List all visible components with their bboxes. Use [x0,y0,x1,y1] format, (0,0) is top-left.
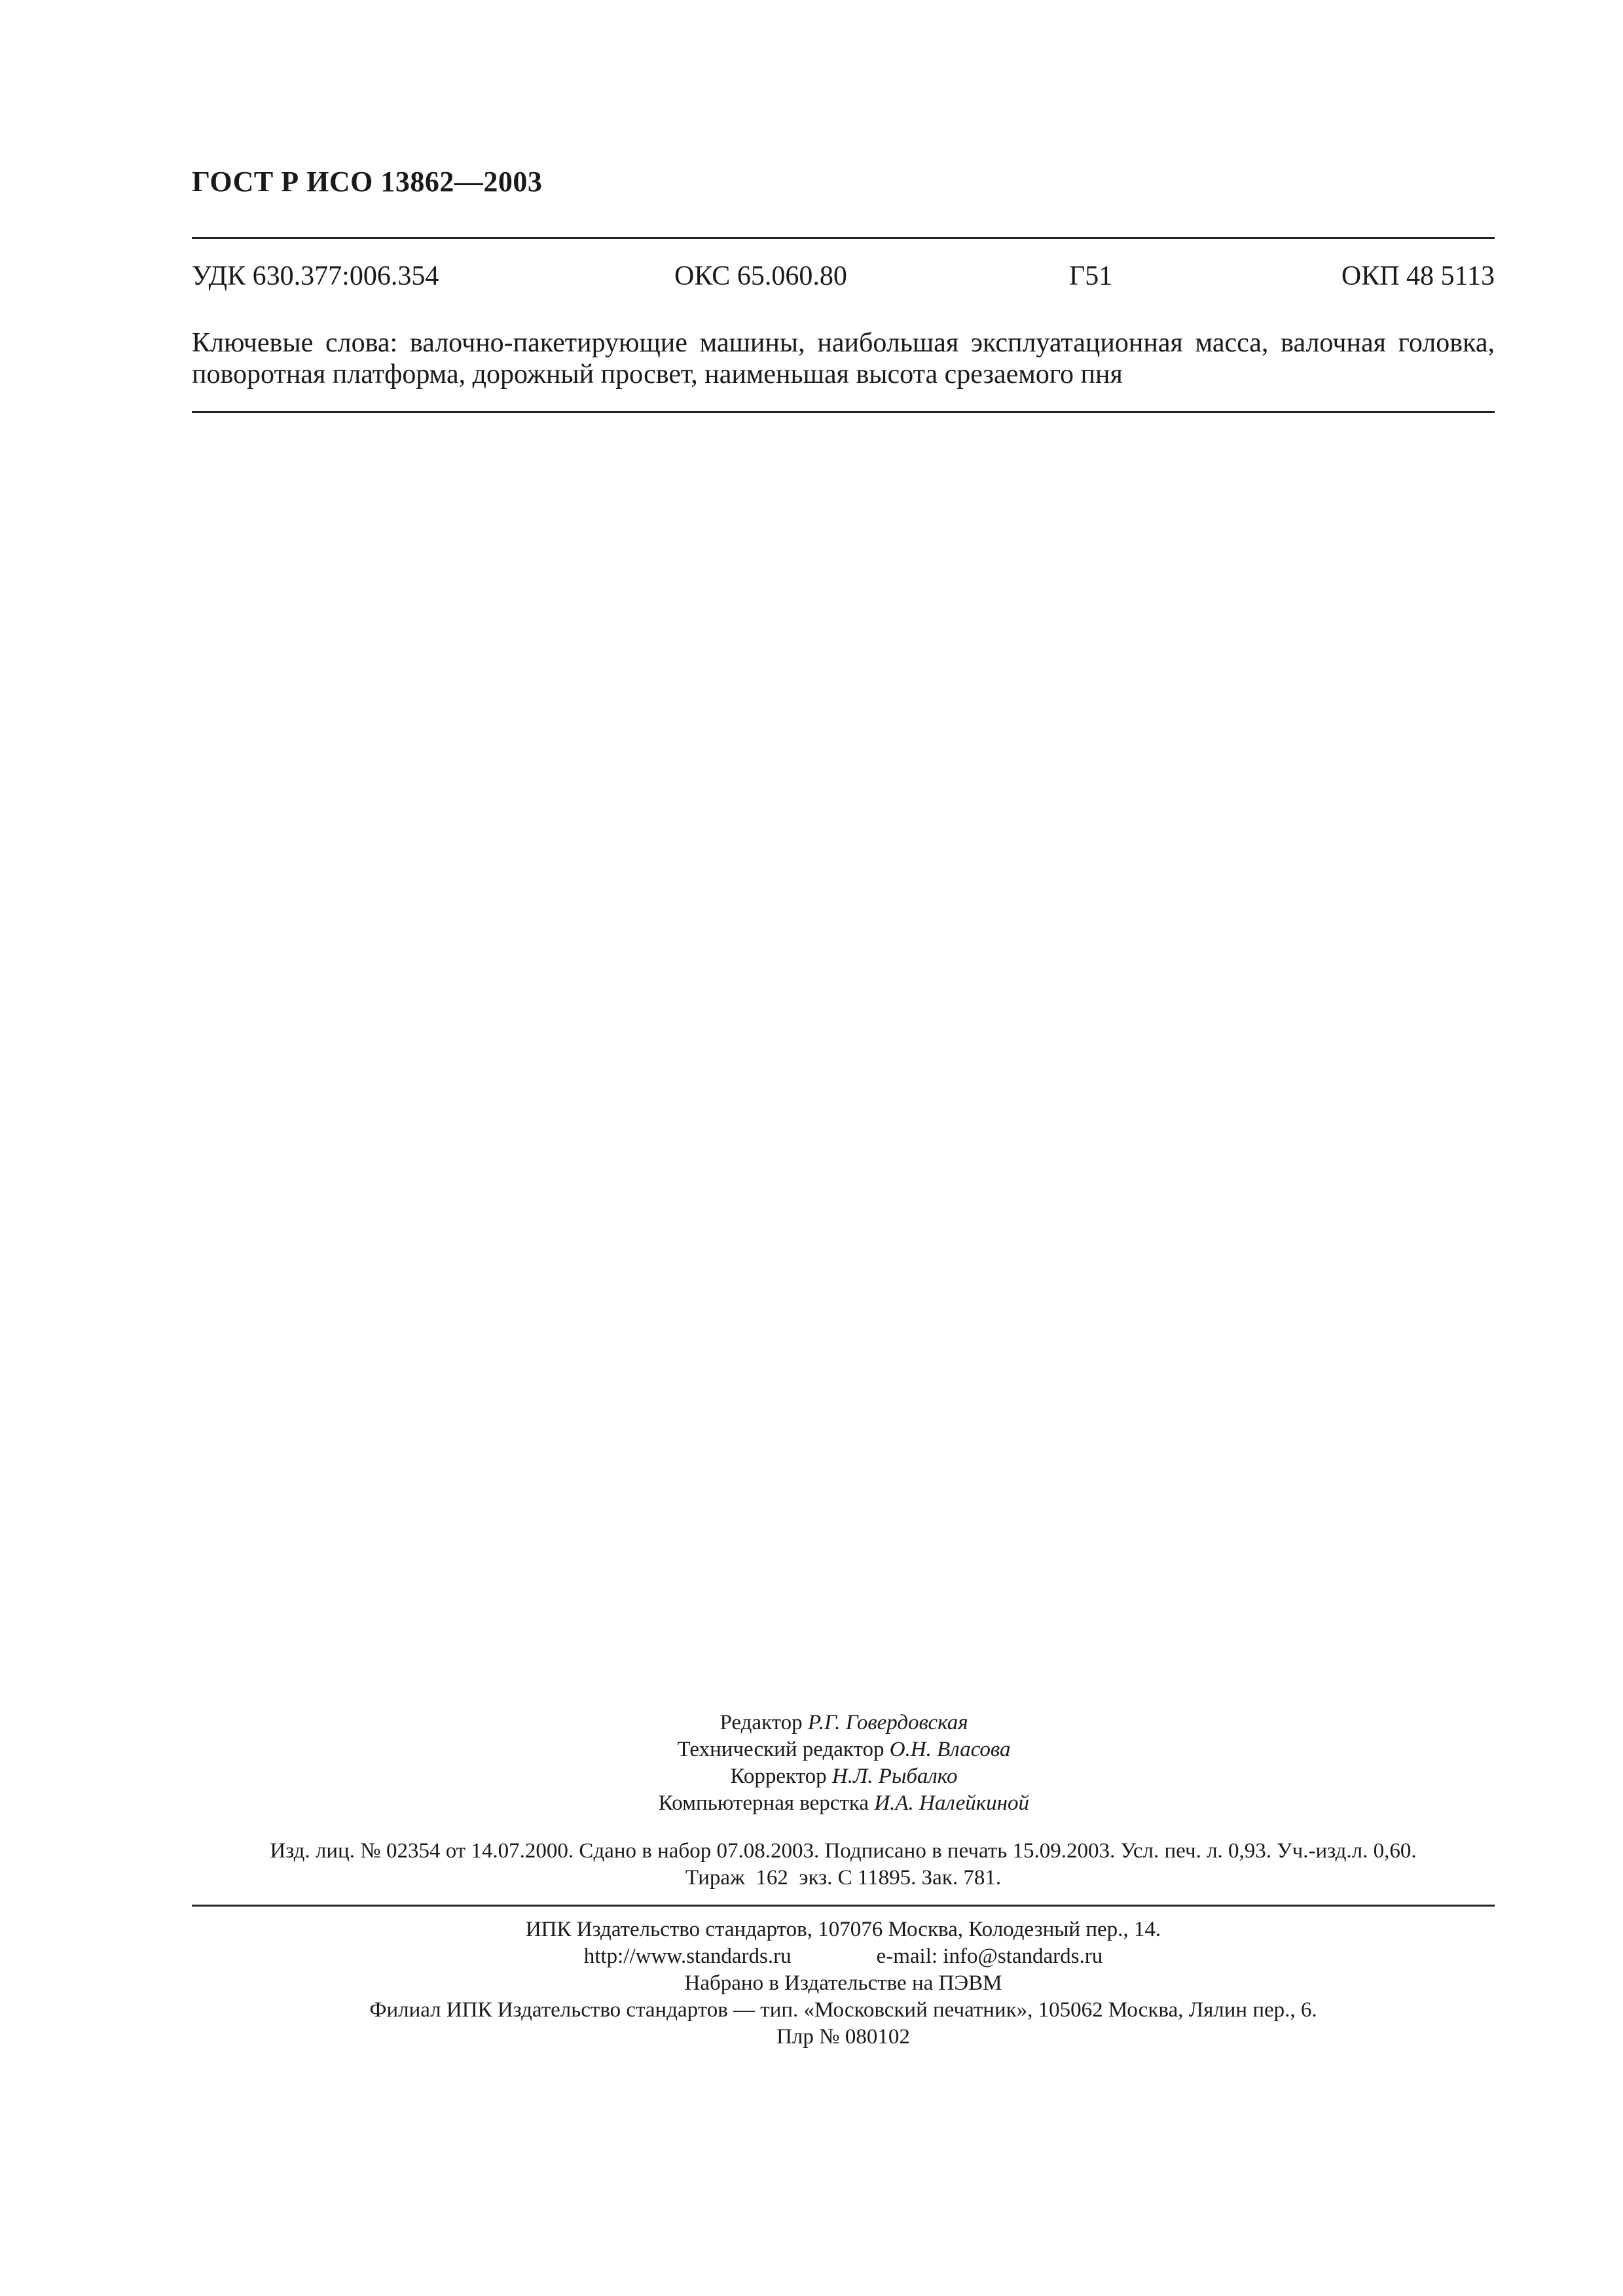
typeset-note: Набрано в Издательстве на ПЭВМ [684,1971,1002,1995]
credit-role: Редактор [720,1711,803,1734]
keywords-divider [192,411,1495,413]
standard-title: ГОСТ Р ИСО 13862—2003 [192,166,543,198]
credit-name: Н.Л. Рыбалко [831,1765,958,1788]
top-divider [192,237,1495,239]
keywords: Ключевые слова: валочно-пакетирующие машины, наибольшая эксплуатационная масса, валочная головка, поворотная платформа, дорожный просвет, наименьшая высота срезаемого пня [192,328,1495,389]
credit-technical-editor [0,1736,1623,1763]
publication-info [192,1838,1495,1892]
publication-line-1: Изд. лиц. № 02354 от 14.07.2000. Сдано в набор 07.08.2003. Подписано в печать 15.09.2003. Усл. печ. л. 0,93. Уч.-изд.л. 0,60. [270,1839,1417,1863]
credit-role: Компьютерная верстка [658,1791,869,1815]
publisher-address: ИПК Издательство стандартов, 107076 Москва, Колодезный пер., 14. [525,1918,1161,1941]
plr-number: Плр № 080102 [776,2025,910,2049]
publisher-block [192,1916,1495,2051]
oks-code: ОКС 65.060.80 [674,261,847,291]
publisher-contacts [192,1943,1495,1970]
udk-code: УДК 630.377:006.354 [192,261,439,291]
publisher-email: e-mail: info@standards.ru [876,1945,1103,1968]
credit-name: И.А. Налейкиной [874,1791,1030,1815]
publication-line-2: Тираж 162 экз. С 11895. Зак. 781. [685,1866,1002,1890]
credit-name: Р.Г. Говердовская [807,1711,968,1734]
credit-role: Корректор [730,1765,827,1788]
credit-proofreader [0,1763,1623,1790]
printing-branch: Филиал ИПК Издательство стандартов — тип. «Московский печатник», 105062 Москва, Лялин пер., 6. [369,1998,1317,2022]
classification-row [192,260,1495,300]
credit-name: О.Н. Власова [889,1738,1011,1761]
publisher-divider [192,1905,1495,1907]
group-code: Г51 [1069,261,1113,291]
credit-layout [0,1790,1623,1817]
credit-editor [0,1710,1623,1736]
credits-block [0,1710,1623,1817]
credit-role: Технический редактор [677,1738,884,1761]
publisher-website: http://www.standards.ru [583,1945,792,1968]
okp-code: ОКП 48 5113 [1341,261,1495,291]
